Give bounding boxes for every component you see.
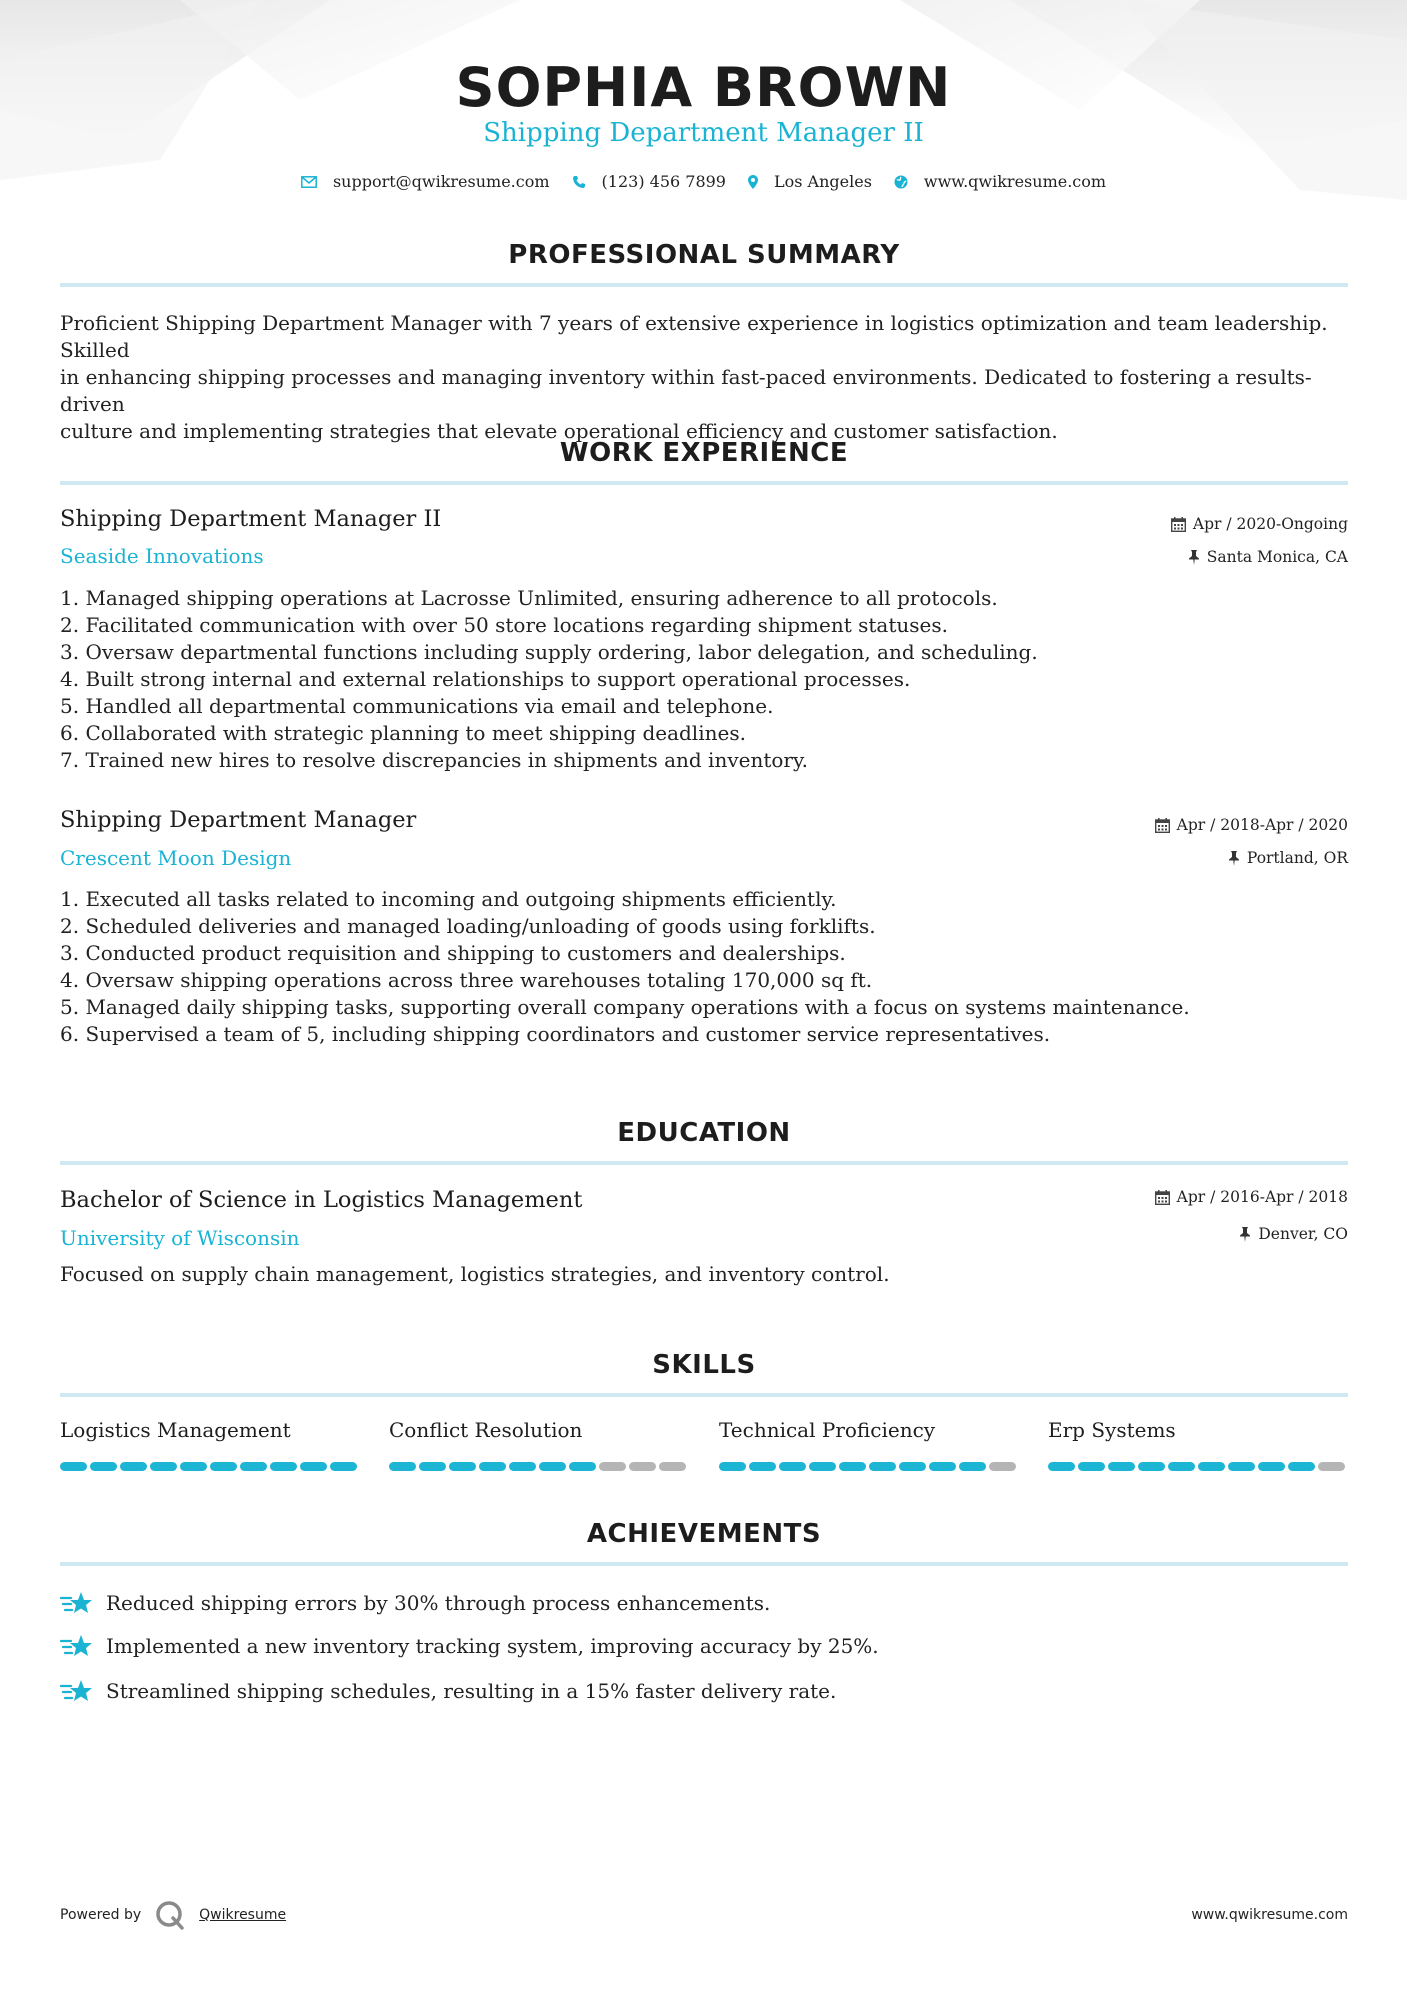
skill-name: Technical Proficiency bbox=[719, 1418, 936, 1442]
skill-bar-filled bbox=[90, 1462, 117, 1471]
job-title: Shipping Department Manager bbox=[60, 807, 417, 833]
envelope-icon bbox=[301, 176, 317, 188]
phone-text: (123) 456 7899 bbox=[601, 172, 726, 191]
location-text: Los Angeles bbox=[773, 172, 872, 191]
list-item: 1. Managed shipping operations at Lacrosse Unlimited, ensuring adherence to all protocols. bbox=[60, 586, 998, 610]
contact-phone[interactable] bbox=[572, 172, 726, 191]
skill-bar-filled bbox=[509, 1462, 536, 1471]
skill-bar-filled bbox=[419, 1462, 446, 1471]
footer-website-link[interactable]: www.qwikresume.com bbox=[1191, 1907, 1348, 1923]
shooting-star-icon bbox=[60, 1589, 94, 1617]
list-item: 6. Supervised a team of 5, including shipping coordinators and customer service representatives. bbox=[60, 1022, 1051, 1046]
skill-bar-filled bbox=[809, 1462, 836, 1471]
list-item: 5. Handled all departmental communications via email and telephone. bbox=[60, 694, 774, 718]
achievements-divider bbox=[60, 1562, 1348, 1566]
skill-bar-filled bbox=[180, 1462, 207, 1471]
skill-bar-filled bbox=[270, 1462, 297, 1471]
skill-bar-filled bbox=[959, 1462, 986, 1471]
website-text: www.qwikresume.com bbox=[923, 172, 1107, 191]
skill-bar-filled bbox=[719, 1462, 746, 1471]
job-dates-text: Apr / 2020-Ongoing bbox=[1192, 515, 1348, 533]
experience-divider bbox=[60, 481, 1348, 485]
skill-bar-filled bbox=[1288, 1462, 1315, 1471]
skill-item bbox=[1048, 1418, 1348, 1471]
skill-bar-filled bbox=[1168, 1462, 1195, 1471]
job-bullet-list bbox=[60, 886, 1348, 1048]
footer-branding bbox=[60, 1900, 286, 1930]
pushpin-icon bbox=[1228, 851, 1240, 866]
education-dates bbox=[1155, 1188, 1348, 1206]
skill-name: Erp Systems bbox=[1048, 1418, 1176, 1442]
calendar-icon bbox=[1171, 517, 1186, 532]
summary-text bbox=[60, 310, 1348, 445]
job-location-text: Portland, OR bbox=[1246, 849, 1348, 867]
phone-icon bbox=[572, 175, 586, 189]
skill-bar-filled bbox=[1108, 1462, 1135, 1471]
job-location bbox=[1228, 849, 1348, 867]
list-item: 3. Oversaw departmental functions including supply ordering, labor delegation, and scheduling. bbox=[60, 640, 1038, 664]
job-dates-text: Apr / 2018-Apr / 2020 bbox=[1176, 816, 1348, 834]
skill-item bbox=[389, 1418, 689, 1471]
skill-level-bar bbox=[60, 1462, 360, 1471]
calendar-icon bbox=[1155, 818, 1170, 833]
list-item: 2. Scheduled deliveries and managed loading/unloading of goods using forklifts. bbox=[60, 914, 876, 938]
skill-bar-filled bbox=[1078, 1462, 1105, 1471]
skill-level-bar bbox=[1048, 1462, 1348, 1471]
skill-bar-empty bbox=[1318, 1462, 1345, 1471]
skills-heading: SKILLS bbox=[652, 1350, 756, 1380]
skill-bar-empty bbox=[599, 1462, 626, 1471]
skill-bar-filled bbox=[1048, 1462, 1075, 1471]
map-pin-icon bbox=[748, 175, 758, 189]
achievement-text: Streamlined shipping schedules, resulting in a 15% faster delivery rate. bbox=[106, 1679, 837, 1703]
skill-name: Logistics Management bbox=[60, 1418, 291, 1442]
skill-bar-filled bbox=[929, 1462, 956, 1471]
powered-by-label: Powered by bbox=[60, 1907, 142, 1923]
skill-bar-filled bbox=[899, 1462, 926, 1471]
qwikresume-link[interactable]: Qwikresume bbox=[199, 1907, 287, 1923]
globe-icon bbox=[894, 175, 908, 189]
candidate-name: SOPHIA BROWN bbox=[455, 56, 952, 119]
summary-divider bbox=[60, 283, 1348, 287]
list-item: 3. Conducted product requisition and shipping to customers and dealerships. bbox=[60, 941, 846, 965]
job-location-text: Santa Monica, CA bbox=[1206, 548, 1348, 566]
education-location bbox=[1239, 1225, 1348, 1243]
skill-name: Conflict Resolution bbox=[389, 1418, 583, 1442]
qwikresume-logo-icon bbox=[155, 1900, 185, 1930]
achievement-text: Implemented a new inventory tracking system, improving accuracy by 25%. bbox=[106, 1634, 879, 1658]
summary-line: Proficient Shipping Department Manager with 7 years of extensive experience in logistics optimization and team leadership. Skilled bbox=[60, 311, 1328, 362]
degree-title: Bachelor of Science in Logistics Management bbox=[60, 1187, 583, 1213]
job-location bbox=[1188, 548, 1348, 566]
skill-item bbox=[719, 1418, 1019, 1471]
email-text: support@qwikresume.com bbox=[332, 172, 550, 191]
skill-bar-filled bbox=[449, 1462, 476, 1471]
achievements-heading: ACHIEVEMENTS bbox=[586, 1519, 822, 1549]
contact-website[interactable] bbox=[894, 172, 1106, 191]
skills-divider bbox=[60, 1393, 1348, 1397]
education-divider bbox=[60, 1161, 1348, 1165]
education-dates-text: Apr / 2016-Apr / 2018 bbox=[1176, 1188, 1348, 1206]
achievement-item bbox=[60, 1632, 879, 1660]
achievement-item bbox=[60, 1589, 770, 1617]
skill-bar-filled bbox=[210, 1462, 237, 1471]
education-description: Focused on supply chain management, logistics strategies, and inventory control. bbox=[60, 1262, 890, 1286]
school-name: University of Wisconsin bbox=[60, 1226, 300, 1250]
skill-bar-filled bbox=[60, 1462, 87, 1471]
job-company: Seaside Innovations bbox=[60, 544, 264, 568]
job-bullet-list bbox=[60, 585, 1348, 774]
job-company: Crescent Moon Design bbox=[60, 846, 292, 870]
shooting-star-icon bbox=[60, 1677, 94, 1705]
skill-bar-filled bbox=[1258, 1462, 1285, 1471]
summary-line: in enhancing shipping processes and managing inventory within fast-paced environments. Dedicated to fostering a results-driven bbox=[60, 365, 1312, 416]
skill-level-bar bbox=[389, 1462, 689, 1471]
skill-bar-filled bbox=[869, 1462, 896, 1471]
job-title: Shipping Department Manager II bbox=[60, 506, 442, 532]
pushpin-icon bbox=[1239, 1227, 1251, 1242]
skill-bar-filled bbox=[240, 1462, 267, 1471]
candidate-title: Shipping Department Manager II bbox=[483, 118, 924, 148]
job-dates bbox=[1171, 515, 1348, 533]
skill-bar-filled bbox=[779, 1462, 806, 1471]
skill-bar-filled bbox=[330, 1462, 357, 1471]
skill-bar-filled bbox=[539, 1462, 566, 1471]
skill-bar-filled bbox=[749, 1462, 776, 1471]
skill-bar-empty bbox=[629, 1462, 656, 1471]
skill-item bbox=[60, 1418, 360, 1471]
skill-bar-empty bbox=[659, 1462, 686, 1471]
list-item: 1. Executed all tasks related to incoming and outgoing shipments efficiently. bbox=[60, 887, 837, 911]
contact-bar bbox=[0, 172, 1407, 191]
skill-bar-filled bbox=[1228, 1462, 1255, 1471]
job-dates bbox=[1155, 816, 1348, 834]
achievement-item bbox=[60, 1677, 836, 1705]
list-item: 4. Oversaw shipping operations across three warehouses totaling 170,000 sq ft. bbox=[60, 968, 873, 992]
contact-location bbox=[748, 172, 872, 191]
skill-bar-filled bbox=[300, 1462, 327, 1471]
skill-bar-filled bbox=[120, 1462, 147, 1471]
experience-heading: WORK EXPERIENCE bbox=[559, 438, 849, 468]
education-location-text: Denver, CO bbox=[1258, 1225, 1348, 1243]
list-item: 5. Managed daily shipping tasks, supporting overall company operations with a focus on systems maintenance. bbox=[60, 995, 1190, 1019]
summary-heading: PROFESSIONAL SUMMARY bbox=[508, 240, 900, 270]
skill-bar-filled bbox=[569, 1462, 596, 1471]
list-item: 2. Facilitated communication with over 50 store locations regarding shipment statuses. bbox=[60, 613, 948, 637]
skill-bar-empty bbox=[989, 1462, 1016, 1471]
achievement-text: Reduced shipping errors by 30% through process enhancements. bbox=[106, 1591, 771, 1615]
skill-bar-filled bbox=[1138, 1462, 1165, 1471]
calendar-icon bbox=[1155, 1190, 1170, 1205]
skill-bar-filled bbox=[150, 1462, 177, 1471]
list-item: 4. Built strong internal and external relationships to support operational processes. bbox=[60, 667, 911, 691]
shooting-star-icon bbox=[60, 1632, 94, 1660]
list-item: 6. Collaborated with strategic planning to meet shipping deadlines. bbox=[60, 721, 746, 745]
education-heading: EDUCATION bbox=[617, 1118, 791, 1148]
skill-bar-filled bbox=[1198, 1462, 1225, 1471]
skill-level-bar bbox=[719, 1462, 1019, 1471]
pushpin-icon bbox=[1188, 550, 1200, 565]
skill-bar-filled bbox=[389, 1462, 416, 1471]
summary-line: culture and implementing strategies that elevate operational efficiency and customer satisfaction. bbox=[60, 419, 1058, 443]
contact-email[interactable] bbox=[301, 172, 550, 191]
skill-bar-filled bbox=[839, 1462, 866, 1471]
list-item: 7. Trained new hires to resolve discrepancies in shipments and inventory. bbox=[60, 748, 808, 772]
skill-bar-filled bbox=[479, 1462, 506, 1471]
